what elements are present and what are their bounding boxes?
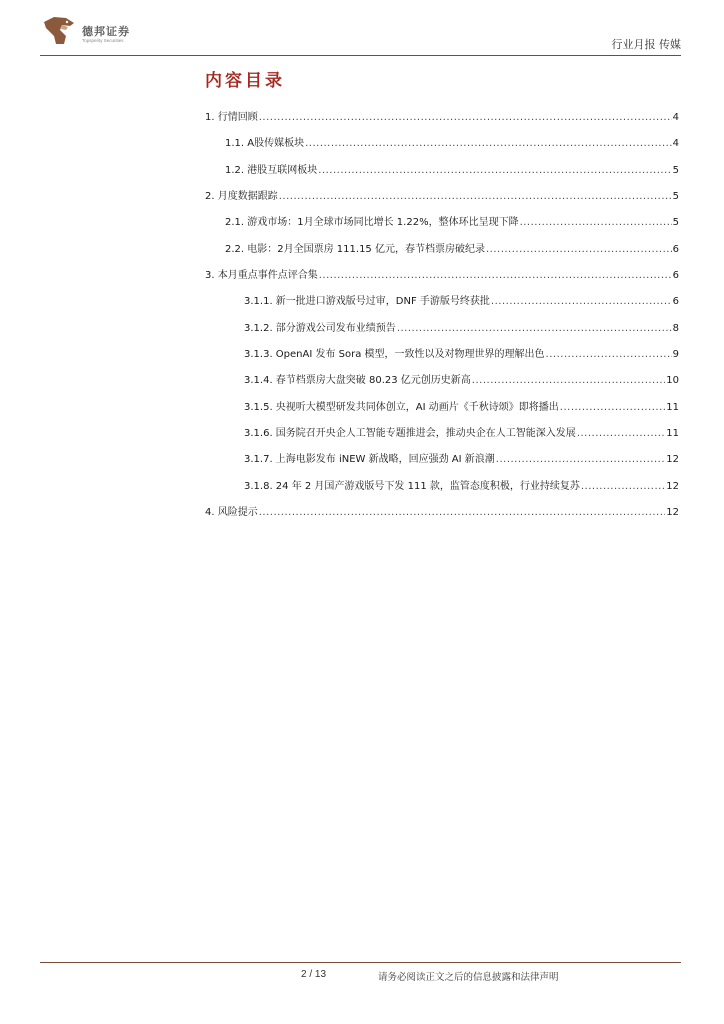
toc-entry-label: 2.2. 电影：2月全国票房 111.15 亿元，春节档票房破纪录 <box>225 244 485 255</box>
disclaimer-note: 请务必阅读正文之后的信息披露和法律声明 <box>378 972 559 983</box>
toc-leader-dots <box>319 270 672 281</box>
logo-company-name: 德邦证券 <box>82 26 130 38</box>
toc-entry-label: 1. 行情回顾 <box>205 112 258 123</box>
toc-leader-dots <box>577 428 665 439</box>
toc-leader-dots <box>491 296 672 307</box>
toc-entry-page: 5 <box>672 191 679 202</box>
toc-entry[interactable] <box>205 108 679 124</box>
footer-divider <box>40 962 681 963</box>
toc-entry-label: 3. 本月重点事件点评合集 <box>205 270 318 281</box>
toc-entry[interactable] <box>244 319 679 335</box>
logo-company-name-en: Topsperity Securities <box>82 38 124 43</box>
toc-entry-page: 6 <box>672 244 679 255</box>
toc-entry[interactable] <box>225 134 679 150</box>
toc-entry-page: 5 <box>672 165 679 176</box>
toc-entry-page: 12 <box>666 454 679 465</box>
toc-entry-page: 4 <box>672 112 679 123</box>
toc-entry-page: 5 <box>672 217 679 228</box>
logo-mark-icon <box>40 14 78 48</box>
toc-entry[interactable] <box>244 424 679 440</box>
toc-entry-label: 3.1.6. 国务院召开央企人工智能专题推进会，推动央企在人工智能深入发展 <box>244 428 576 439</box>
toc-entry-page: 8 <box>672 323 679 334</box>
page-indicator: 2 / 13 <box>301 969 327 980</box>
toc-entry-label: 2. 月度数据跟踪 <box>205 191 278 202</box>
toc-entry-label: 1.2. 港股互联网板块 <box>225 165 318 176</box>
toc-entry-page: 12 <box>666 481 679 492</box>
toc-entry-label: 3.1.3. OpenAI 发布 Sora 模型，一致性以及对物理世界的理解出色 <box>244 349 545 360</box>
toc-entry-page: 4 <box>672 138 679 149</box>
toc-entry[interactable] <box>244 292 679 308</box>
toc-entry[interactable] <box>225 240 679 256</box>
report-type: 行业月报 传媒 <box>611 38 681 51</box>
toc-entry[interactable] <box>205 187 679 203</box>
toc-leader-dots <box>305 138 672 149</box>
toc-entry-label: 4. 风险提示 <box>205 507 258 518</box>
toc-leader-dots <box>486 244 672 255</box>
toc-entry[interactable] <box>244 371 679 387</box>
toc-leader-dots <box>496 454 665 465</box>
toc-entry[interactable] <box>225 213 679 229</box>
toc-entry-page: 10 <box>666 375 679 386</box>
toc-leader-dots <box>318 165 671 176</box>
toc-leader-dots <box>520 217 672 228</box>
toc-entry-page: 12 <box>666 507 679 518</box>
toc-entry[interactable] <box>225 161 679 177</box>
toc-entry-label: 3.1.4. 春节档票房大盘突破 80.23 亿元创历史新高 <box>244 375 471 386</box>
company-logo <box>40 14 150 48</box>
toc-entry[interactable] <box>244 345 679 361</box>
toc-entry-page: 6 <box>672 270 679 281</box>
toc-leader-dots <box>259 507 666 518</box>
toc-entry-label: 3.1.2. 部分游戏公司发布业绩预告 <box>244 323 396 334</box>
toc-entry-label: 3.1.8. 24 年 2 月国产游戏版号下发 111 款，监管态度积极，行业持续复苏 <box>244 481 580 492</box>
toc-title: 内容目录 <box>205 71 285 91</box>
toc-leader-dots <box>259 112 672 123</box>
toc-entry-page: 11 <box>666 428 679 439</box>
toc-leader-dots <box>472 375 665 386</box>
page-header <box>40 14 681 54</box>
toc-entry-page: 6 <box>672 296 679 307</box>
toc-leader-dots <box>279 191 672 202</box>
toc-entry-label: 3.1.7. 上海电影发布 iNEW 新战略，回应强劲 AI 新浪潮 <box>244 454 495 465</box>
toc-entry-label: 2.1. 游戏市场：1月全球市场同比增长 1.22%，整体环比呈现下降 <box>225 217 519 228</box>
toc-leader-dots <box>581 481 665 492</box>
toc-entry[interactable] <box>244 477 679 493</box>
toc-entry-page: 11 <box>666 402 679 413</box>
toc-entry-label: 1.1. A股传媒板块 <box>225 138 305 149</box>
toc-entry-page: 9 <box>672 349 679 360</box>
toc-entry[interactable] <box>244 398 679 414</box>
header-divider <box>40 55 681 56</box>
toc-leader-dots <box>546 349 672 360</box>
toc-entry[interactable] <box>205 266 679 282</box>
toc-entry-label: 3.1.1. 新一批进口游戏版号过审，DNF 手游版号终获批 <box>244 296 490 307</box>
toc-leader-dots <box>397 323 672 334</box>
toc-entry-label: 3.1.5. 央视听大模型研发共同体创立，AI 动画片《千秋诗颂》即将播出 <box>244 402 559 413</box>
toc-entry[interactable] <box>205 503 679 519</box>
toc-leader-dots <box>560 402 665 413</box>
toc-entry[interactable] <box>244 450 679 466</box>
